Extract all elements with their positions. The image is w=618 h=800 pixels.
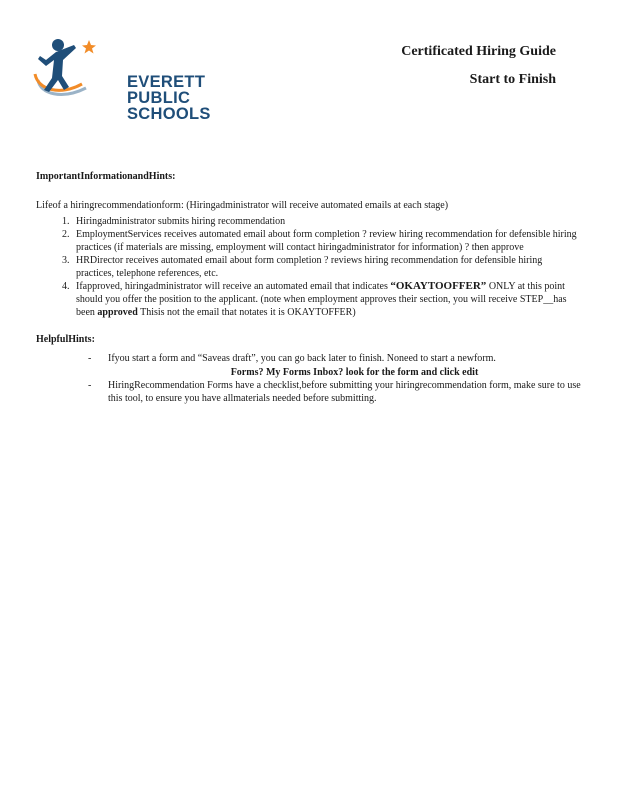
- logo-line-1: EVERETT: [127, 73, 206, 91]
- hints-list: [36, 352, 581, 405]
- title-line-1: Certificated Hiring Guide: [401, 44, 556, 59]
- hint-text: Ifyou start a form and “Saveas draft”, you can go back later to finish. Noneed to start a newform.: [108, 353, 496, 364]
- step-text: Thisis not the email that notates it is OKAYTOFFER): [137, 307, 356, 318]
- lifecycle-step: [72, 215, 581, 228]
- lifecycle-step: [72, 280, 581, 319]
- district-logo: [32, 34, 211, 123]
- logo-line-3: SCHOOLS: [127, 105, 211, 123]
- step-text: EmploymentServices receives automated email about form completion ? review hiring recommendation for defensible hiring practices (if materials are missing, employment will contact hiringadministrator for information) ? then approve: [76, 229, 577, 253]
- helpful-heading: HelpfulHints:: [36, 334, 95, 345]
- important-heading: ImportantInformationandHints:: [36, 171, 176, 182]
- okay-to-offer-emphasis: “OKAYTOOFFER”: [390, 280, 487, 292]
- logo-wordmark: [127, 74, 211, 122]
- step-text: Hiringadministrator submits hiring recommendation: [76, 216, 286, 227]
- document-body: [36, 170, 581, 405]
- document-title: [401, 38, 556, 94]
- hint-navigation-path: Forms? My Forms Inbox? look for the form and click edit: [230, 367, 479, 378]
- lifecycle-step: [72, 228, 581, 254]
- hint-text: HiringRecommendation Forms have a checklist,before submitting your hiringrecommendation form, make sure to use this tool, to ensure you have allmaterials needed before submitting.: [108, 380, 581, 404]
- hint-item: [88, 352, 581, 379]
- hint-item: [88, 379, 581, 405]
- lifecycle-step: [72, 254, 581, 280]
- step-text: HRDirector receives automated email about form completion ? reviews hiring recommendation for defensible hiring practices, telephone references, etc.: [76, 255, 543, 279]
- lifecycle-intro: Lifeof a hiringrecommendationform: (Hiringadministrator will receive automated emails at each stage): [36, 200, 449, 211]
- title-line-2: Start to Finish: [469, 72, 556, 87]
- lifecycle-steps: [36, 215, 581, 319]
- approved-emphasis: approved: [97, 307, 138, 318]
- step-text: ONLY at this point should you offer the position to the applicant. (note when employment approves their section, you will receive STEP__has been: [76, 281, 567, 318]
- person-star-logo-icon: [32, 34, 96, 100]
- step-text: Ifapproved, hiringadministrator will receive an automated email that indicates: [76, 281, 391, 292]
- logo-line-2: PUBLIC: [127, 89, 191, 107]
